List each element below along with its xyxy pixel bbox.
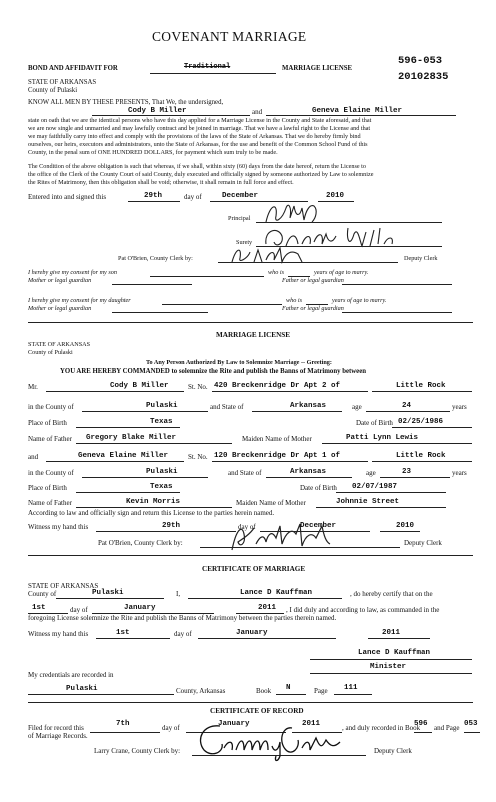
bond-day: 29th [144, 192, 163, 200]
consent-son-who-is: who is [268, 269, 284, 276]
license-groom-dob: 02/25/1986 [398, 418, 444, 426]
license-bride-address: 120 Breckenridge Dr Apt 1 of [214, 452, 341, 460]
license-bride-age: 23 [402, 468, 412, 476]
document-number: 596-053 [398, 55, 443, 67]
bond-and: and [252, 108, 263, 116]
certificate-did-duly: , I did duly and according to law, as commanded in the [286, 606, 440, 614]
bond-para1-line1: state on oath that we are the identical persons who have this day applied for a Marriage License in the County and State aforesaid, and that [28, 117, 372, 124]
certificate-page-value: 111 [344, 684, 358, 692]
bond-struck-type: Traditional [184, 63, 231, 71]
license-groom-name: Cody B Miller [110, 382, 169, 390]
consent-daughter-who-is: who is [286, 297, 302, 304]
certificate-book-label: Book [256, 687, 272, 695]
certificate-year: 2011 [258, 604, 277, 612]
certificate-sign-name: Lance D Kauffman [358, 649, 431, 657]
license-to-any: To Any Person Authorized By Law to Solemnize Marriage -- Greeting: [146, 359, 332, 366]
license-witness-day: 29th [162, 522, 181, 530]
license-groom-address: 420 Breckenridge Dr Apt 2 of [214, 382, 341, 390]
license-st-no: St. No. [188, 383, 208, 391]
license-bride-age-label: age [366, 469, 376, 477]
license-bride-city: Little Rock [396, 452, 446, 460]
license-age-label: age [352, 403, 362, 411]
license-witness-month: December [300, 522, 337, 530]
certificate-day-of: day of [70, 606, 88, 614]
license-in-county: in the County of [28, 403, 74, 411]
consent-daughter-father: Father or legal guardian [282, 305, 344, 312]
divider-1 [28, 322, 473, 323]
bond-para2-line1: The Condition of the above obligation is such that whereas, if we shall, within sixty (60) days from the date hereof, return the License to [28, 163, 366, 170]
license-bride-in-county: in the County of [28, 469, 74, 477]
certificate-county-ark: County, Arkansas [176, 687, 226, 695]
consent-daughter: I hereby give my consent for my daughter [28, 297, 131, 304]
certificate-i: I, [176, 590, 181, 598]
certificate-cred-county: Pulaski [66, 685, 98, 693]
license-and-state: and State of [210, 403, 244, 411]
record-clerk: Larry Crane, County Clerk by: [94, 747, 181, 755]
consent-daughter-mother: Mother or legal guardian [28, 305, 92, 312]
record-book: 596 [414, 720, 428, 728]
surety-label: Surety [236, 239, 253, 246]
record-day: 7th [116, 720, 130, 728]
license-commanded: YOU ARE HEREBY COMMANDED to solemnize the Rite and publish the Banns of Matrimony between [60, 368, 366, 375]
certificate-county-label: County of [28, 590, 57, 598]
divider-2 [28, 555, 473, 556]
license-groom-mother: Patti Lynn Lewis [346, 434, 419, 442]
license-date-birth: Date of Birth [356, 419, 393, 427]
bond-groom-name: Cody B Miller [128, 107, 187, 115]
bond-para1-line4: ourselves, our heirs, executors and administrators, unto the State of Arkansas, for the use and benefit of the Common School Fund of this [28, 141, 368, 148]
certificate-witness: Witness my hand this [28, 630, 89, 638]
certificate-witness-day-of: day of [174, 630, 192, 638]
certificate-foregoing: foregoing License solemnize the Rite and publish the Banns of Matrimony between the parties therein named. [28, 614, 337, 622]
certificate-certify: , do hereby certify that on the [350, 590, 433, 598]
license-bride-county: Pulaski [146, 468, 178, 476]
license-according: According to law and officially sign and return this License to the parties herein named. [28, 509, 275, 517]
record-year: 2011 [302, 720, 321, 728]
bond-bride-name: Geneva Elaine Miller [312, 107, 403, 115]
license-bride-birth: Texas [150, 483, 173, 491]
bond-month: December [222, 192, 259, 200]
principal-label: Principal [228, 215, 251, 222]
license-county: County of Pulaski [28, 349, 73, 356]
certificate-officiant: Lance D Kauffman [240, 589, 313, 597]
license-groom-county: Pulaski [146, 402, 178, 410]
license-groom-birth: Texas [150, 418, 173, 426]
bond-label-prefix: BOND AND AFFIDAVIT FOR [28, 65, 118, 72]
certificate-witness-year: 2011 [382, 629, 401, 637]
record-duly: , and duly recorded in Book [342, 724, 421, 732]
license-witness-year: 2010 [396, 522, 415, 530]
license-bride-place-birth: Place of Birth [28, 484, 67, 492]
license-bride-and-state: and State of [228, 469, 262, 477]
certificate-book-value: N [286, 684, 291, 692]
license-heading: MARRIAGE LICENSE [216, 331, 291, 339]
license-state: STATE OF ARKANSAS [28, 341, 91, 348]
bond-para1-line2: we are now single and unmarried and may lawfully contract and be joined in marriage. That we have a lawful right to the License and that [28, 125, 371, 132]
license-groom-state: Arkansas [290, 402, 327, 410]
license-groom-age: 24 [402, 402, 412, 410]
bond-day-of: day of [184, 193, 202, 201]
document-number-2: 20102835 [398, 71, 449, 83]
license-mr: Mr. [28, 383, 38, 391]
certificate-heading: CERTIFICATE OF MARRIAGE [202, 565, 306, 573]
certificate-month: January [124, 604, 156, 612]
license-witness-day-of: day of [238, 523, 256, 531]
know-all-men: KNOW ALL MEN BY THESE PRESENTS, That We, the undersigned, [28, 99, 224, 106]
license-clerk: Pat O'Brien, County Clerk by: [98, 539, 183, 547]
license-bride-st-no: St. No. [188, 453, 208, 461]
record-heading: CERTIFICATE OF RECORD [210, 707, 304, 715]
license-bride-maiden-mother: Maiden Name of Mother [236, 499, 306, 507]
license-bride-date-birth: Date of Birth [300, 484, 337, 492]
license-father-label: Name of Father [28, 435, 72, 443]
record-and-page: and Page [434, 724, 460, 732]
record-filed: Filed for record this [28, 724, 84, 732]
license-witness: Witness my hand this [28, 523, 89, 531]
bond-para1-line3: we may faithfully carry into effect and comply with the provisions of the laws of the State of Arkansas. That we do hereby firmly bind [28, 133, 361, 140]
record-month: January [218, 720, 250, 728]
certificate-state: STATE OF ARKANSAS [28, 582, 99, 590]
license-deputy-clerk: Deputy Clerk [404, 539, 442, 547]
entered-into: Entered into and signed this [28, 193, 107, 201]
license-bride-mother: Johnnie Street [336, 498, 400, 506]
bond-label-suffix: MARRIAGE LICENSE [282, 65, 353, 72]
consent-son: I hereby give my consent for my son [28, 269, 117, 276]
certificate-county: Pulaski [92, 589, 124, 597]
record-day-of: day of [162, 724, 180, 732]
document-title: COVENANT MARRIAGE [152, 29, 307, 44]
certificate-page-label: Page [314, 687, 328, 695]
bond-para2-line3: the Rites of Matrimony, then this obligation shall be void; otherwise, it shall remain in full force and effect. [28, 179, 294, 186]
license-groom-city: Little Rock [396, 382, 446, 390]
license-years-label: years [452, 403, 467, 411]
certificate-witness-day: 1st [116, 629, 130, 637]
license-and: and [28, 453, 39, 461]
certificate-witness-month: January [236, 629, 268, 637]
license-bride-dob: 02/07/1987 [352, 483, 398, 491]
license-clerk-signature [226, 520, 336, 554]
license-bride-father-label: Name of Father [28, 499, 72, 507]
license-bride-name: Geneva Elaine Miller [78, 452, 169, 460]
bond-deputy-clerk: Deputy Clerk [404, 255, 438, 262]
license-groom-father: Gregory Blake Miller [86, 434, 177, 442]
consent-daughter-years: years of age to marry. [332, 297, 387, 304]
license-maiden-mother: Maiden Name of Mother [242, 435, 312, 443]
record-page: 053 [464, 720, 478, 728]
bond-clerk: Pat O'Brien, County Clerk by: [118, 255, 193, 262]
certificate-credentials: My credentials are recorded in [28, 671, 114, 679]
record-deputy-clerk: Deputy Clerk [374, 747, 412, 755]
certificate-title: Minister [370, 663, 407, 671]
license-bride-years-label: years [452, 469, 467, 477]
divider-3 [28, 702, 473, 703]
license-bride-father: Kevin Morris [126, 498, 181, 506]
consent-son-father: Father or legal guardian [282, 277, 344, 284]
bond-year: 2010 [326, 192, 345, 200]
consent-son-mother: Mother or legal guardian [28, 277, 92, 284]
record-of-records: of Marriage Records. [28, 732, 88, 740]
certificate-day: 1st [32, 604, 46, 612]
license-place-birth: Place of Birth [28, 419, 67, 427]
bond-clerk-signature [228, 244, 308, 266]
bond-state: STATE OF ARKANSAS [28, 79, 97, 86]
bond-county: County of Pulaski [28, 87, 78, 94]
bond-para2-line2: the office of the Clerk of the County Court of said County, duly executed and officially signed by someone authorized by Law to solemnize [28, 171, 374, 178]
consent-son-years: years of age to marry. [314, 269, 369, 276]
license-bride-state: Arkansas [290, 468, 327, 476]
record-clerk-signature [194, 718, 344, 762]
bond-para1-line5: County, in the penal sum of ONE HUNDRED DOLLARS, for payment which sum truly to be made. [28, 149, 278, 156]
